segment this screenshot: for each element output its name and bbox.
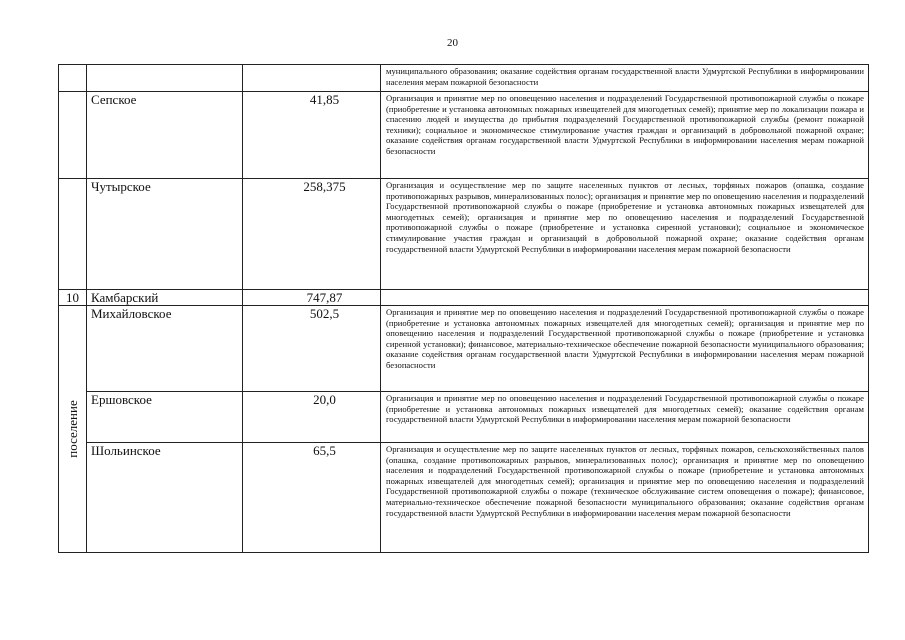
district-name: Камбарский [87, 290, 243, 306]
table-row [59, 443, 869, 553]
measures-description: Организация и осуществление мер по защите населенных пунктов от лесных, торфяных пожаров, сельскохозяйственных палов (опашка, создание противопожарных разрывов, минерализованных полос); организация и принятие мер по оповещению населения и подразделений Государственной противопожарной службы о пожаре (приобретение и установка автономных пожарных извещателей для многодетных семей); организация и принятие мер по оповещению населения и подразделений Государственной противопожарной службы о пожаре (техническое обслуживание систем оповещения о пожаре); финансовое, материально-техническое обеспечение пожарной безопасности муниципального образования; оказание содействия органам государственной власти Удмуртской Республики в информировании населения мерам пожарной безопасности [381, 443, 869, 553]
amount-value: 258,375 [243, 179, 381, 290]
district-value: 747,87 [243, 290, 381, 306]
page-number: 20 [447, 37, 458, 49]
row-number-cell [59, 65, 87, 92]
measures-description: Организация и принятие мер по оповещению населения и подразделений Государственной противопожарной службы о пожаре (приобретение и установка автономных пожарных извещателей для многодетных семей); организация и принятие мер по оповещению населения и подразделений Государственной противопожарной службы о пожаре (приобретение и установка сиренной установки); финансовое, материально-техническое обеспечение пожарной безопасности муниципального образования; оказание содействия органам государственной власти Удмуртской Республики в информировании населения мерам пожарной безопасности [381, 306, 869, 392]
table-row [59, 179, 869, 290]
district-row [59, 290, 869, 306]
table-row [59, 65, 869, 92]
table-row [59, 306, 869, 392]
row-number-cell [59, 179, 87, 290]
measures-description: Организация и осуществление мер по защите населенных пунктов от лесных, торфяных пожаров (опашка, создание противопожарных разрывов, минерализованных полос); организация и принятие мер по оповещению населения и подразделений Государственной противопожарной службы о пожаре (приобретение и установка автономных пожарных извещателей для многодетных семей); организация и принятие мер по оповещению населения и подразделений Государственной противопожарной службы о пожаре (приобретение и установка сиренной установки); социальное и экономическое стимулирование участия граждан и организаций в добровольной пожарной охране; оказание содействия органам государственной власти Удмуртской Республики в информировании населения мерам пожарной безопасности [381, 179, 869, 290]
settlement-vertical-label: поселение [64, 400, 80, 458]
settlement-name: Шольинское [87, 443, 243, 553]
measures-description: Организация и принятие мер по оповещению населения и подразделений Государственной противопожарной службы о пожаре (приобретение и установка автономных пожарных извещателей для многодетных семей); оказание содействия органам государственной власти Удмуртской Республики в информировании населения мерам пожарной безопасности [381, 392, 869, 443]
amount-value: 502,5 [243, 306, 381, 392]
settlement-name: Сепское [87, 92, 243, 179]
fire-safety-table [58, 64, 868, 553]
amount-value: 20,0 [243, 392, 381, 443]
settlement-name [87, 65, 243, 92]
measures-description: Организация и принятие мер по оповещению населения и подразделений Государственной противопожарной службы о пожаре (приобретение и установка автономных пожарных извещателей для многодетных семей); принятие мер по локализации пожара и спасению людей и имущества до прибытия подразделений Государственной противопожарной службы (ремонт пожарной техники); социальное и экономическое стимулирование участия граждан и организаций в добровольной пожарной охране; оказание содействия органам государственной власти Удмуртской Республики в информировании населения мерам пожарной безопасности [381, 92, 869, 179]
settlement-name: Михайловское [87, 306, 243, 392]
settlement-name: Ершовское [87, 392, 243, 443]
measures-description: муниципального образования; оказание содействия органам государственной власти Удмуртской Республики в информировании населения мерам пожарной безопасности [381, 65, 869, 92]
amount-value [243, 65, 381, 92]
amount-value: 41,85 [243, 92, 381, 179]
measures-description [381, 290, 869, 306]
settlement-group-cell [59, 306, 87, 553]
amount-value: 65,5 [243, 443, 381, 553]
district-number: 10 [59, 290, 87, 306]
table-row [59, 92, 869, 179]
table-row [59, 392, 869, 443]
settlement-name: Чутырское [87, 179, 243, 290]
row-number-cell [59, 92, 87, 179]
